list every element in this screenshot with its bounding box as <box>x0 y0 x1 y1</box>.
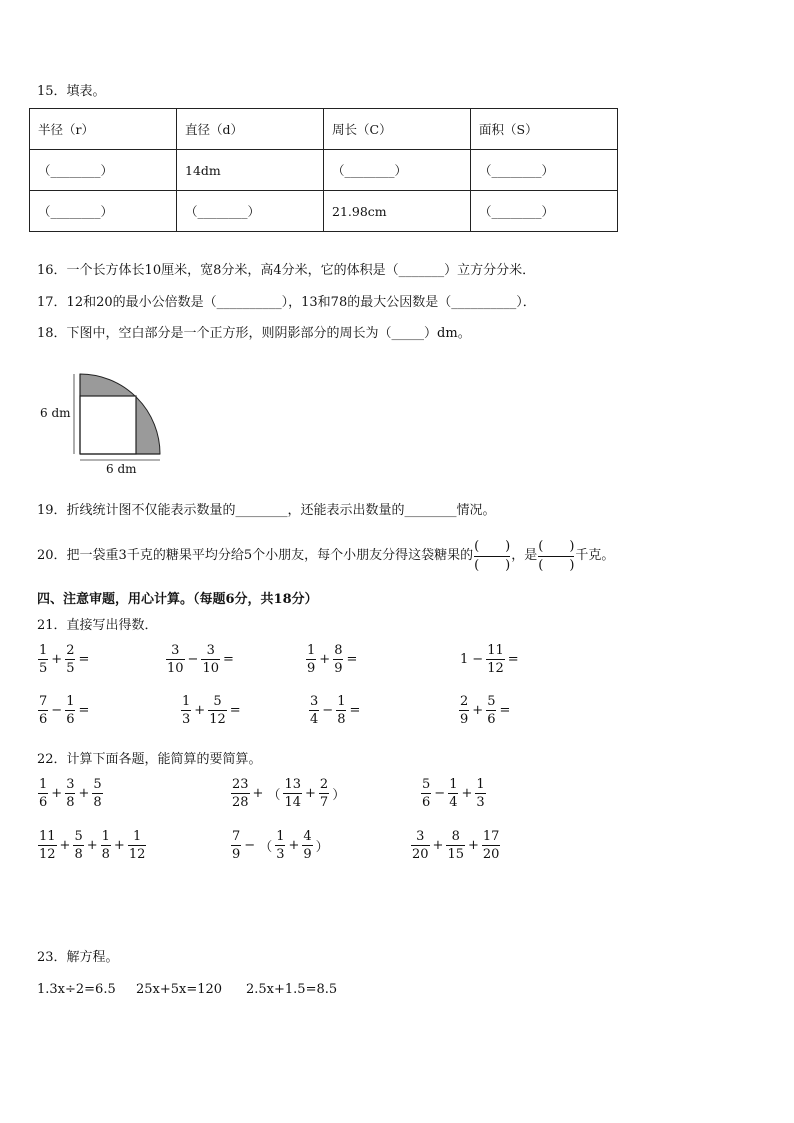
numerator: 8 <box>334 643 343 658</box>
denominator: 8 <box>74 847 83 862</box>
numerator: 3 <box>310 694 319 709</box>
plus-sign: + <box>468 838 479 853</box>
denominator: 6 <box>422 795 431 810</box>
table-row <box>30 191 618 232</box>
fraction <box>73 829 83 862</box>
fraction <box>486 694 496 727</box>
fraction <box>448 777 458 810</box>
denominator: 8 <box>93 795 102 810</box>
table-header: 周长（C） <box>324 109 471 150</box>
numerator: 11 <box>39 829 56 844</box>
q21-expr-4 <box>458 643 521 676</box>
plus-sign: + <box>432 838 444 853</box>
fraction <box>38 777 48 810</box>
minus-sign: − <box>51 703 63 718</box>
fraction <box>231 829 241 862</box>
denominator: 20 <box>482 847 500 862</box>
q21-expr-8 <box>458 694 512 727</box>
blank-square <box>80 396 136 454</box>
numerator: 1 <box>476 777 485 792</box>
q22-expr-5 <box>230 829 331 862</box>
equation: 1.3x÷2=6.5 <box>37 982 116 997</box>
blank-numerator: ( ) <box>474 538 511 554</box>
numerator: 5 <box>74 829 83 844</box>
denominator: 20 <box>412 847 429 862</box>
side-dimension-label: 6 dm <box>40 406 71 420</box>
q22-expr-2 <box>230 777 347 810</box>
q22-expr-6 <box>410 829 501 862</box>
equals-sign: = <box>346 652 358 667</box>
q15-title: 15．填表。 <box>37 84 106 99</box>
minus-sign: − <box>244 838 256 853</box>
numerator: 1 <box>66 694 75 709</box>
q16-text: 16．一个长方体长10厘米，宽8分米，高4分米，它的体积是（_______）立方分分米． <box>37 263 536 278</box>
denominator: 3 <box>182 712 191 727</box>
fraction <box>309 694 319 727</box>
numerator: 1 <box>39 777 48 792</box>
plus-sign: + <box>472 703 484 718</box>
equals-sign: = <box>223 652 234 667</box>
q21-expr-5 <box>37 694 91 727</box>
equals-sign: = <box>499 703 511 718</box>
q21-expr-6 <box>180 694 243 727</box>
denominator: 7 <box>319 795 329 810</box>
right-paren: ） <box>332 788 346 803</box>
numerator: 1 <box>307 643 316 658</box>
denominator: 10 <box>202 661 219 676</box>
q21-expr-1 <box>37 643 91 676</box>
denominator: 15 <box>447 847 464 862</box>
fraction <box>459 694 469 727</box>
fraction <box>166 643 185 676</box>
fraction <box>333 643 343 676</box>
plus-sign: + <box>51 652 63 667</box>
denominator: 8 <box>101 847 110 862</box>
numerator: 1 <box>182 694 191 709</box>
q20-text-3: 千克。 <box>575 548 615 563</box>
denominator: 9 <box>232 847 241 862</box>
denominator: 12 <box>487 661 504 676</box>
fraction <box>208 694 227 727</box>
denominator: 6 <box>487 712 496 727</box>
plus-sign: + <box>113 838 125 853</box>
denominator: 12 <box>39 847 56 862</box>
denominator: 6 <box>39 712 48 727</box>
denominator: 12 <box>128 847 146 862</box>
q21-expr-7 <box>308 694 362 727</box>
numerator: 3 <box>66 777 75 792</box>
fraction <box>421 777 431 810</box>
q17-text: 17．12和20的最小公倍数是（__________），13和78的最大公因数是（__________）． <box>37 295 536 310</box>
numerator: 5 <box>213 694 222 709</box>
plus-sign: + <box>194 703 206 718</box>
plus-sign: + <box>78 786 90 801</box>
plus-sign: + <box>86 838 98 853</box>
fraction <box>181 694 191 727</box>
q20-text-2: ，是 <box>511 548 538 563</box>
left-paren: （ <box>267 788 281 803</box>
minus-sign: − <box>322 703 334 718</box>
fraction <box>38 643 48 676</box>
denominator: 12 <box>209 712 226 727</box>
table-cell: 14dm <box>177 150 324 191</box>
table-cell[interactable]: （________） <box>471 150 618 191</box>
fraction <box>336 694 346 727</box>
numerator: 2 <box>460 694 469 709</box>
denominator: 4 <box>449 795 458 810</box>
table-cell[interactable]: （________） <box>324 150 471 191</box>
numerator: 8 <box>451 829 460 844</box>
fraction <box>486 643 505 676</box>
equals-sign: = <box>349 703 361 718</box>
blank-denominator: ( ) <box>474 557 511 573</box>
fraction <box>275 829 285 862</box>
fraction <box>475 777 485 810</box>
q21-expr-2 <box>165 643 236 676</box>
q21-title: 21．直接写出得数． <box>37 618 158 633</box>
fraction <box>38 829 57 862</box>
fraction <box>65 643 75 676</box>
denominator: 5 <box>39 661 48 676</box>
table-cell: 21.98cm <box>324 191 471 232</box>
table-header-row <box>30 109 618 150</box>
table-row <box>30 150 618 191</box>
plus-sign: + <box>252 786 264 801</box>
denominator: 9 <box>460 712 469 727</box>
numerator: 7 <box>232 829 241 844</box>
denominator: 28 <box>232 795 249 810</box>
plus-sign: + <box>319 652 331 667</box>
fraction <box>231 777 250 810</box>
blank-numerator: ( ) <box>538 538 575 554</box>
denominator: 9 <box>303 847 312 862</box>
table-cell[interactable]: （________） <box>30 191 177 232</box>
q20-line <box>37 536 614 577</box>
plus-sign: + <box>461 786 473 801</box>
q18-text: 18．下图中，空白部分是一个正方形，则阴影部分的周长为（_____）dm。 <box>37 326 471 341</box>
denominator: 10 <box>167 661 184 676</box>
table-header: 面积（S） <box>471 109 618 150</box>
fraction <box>128 829 147 862</box>
q19-text: 19．折线统计图不仅能表示数量的________，还能表示出数量的________情况。 <box>37 503 496 518</box>
fraction <box>446 829 465 862</box>
numerator: 5 <box>422 777 431 792</box>
minus-sign: − <box>434 786 446 801</box>
fraction <box>38 694 48 727</box>
equals-sign: = <box>78 703 90 718</box>
denominator: 9 <box>334 661 343 676</box>
numerator: 17 <box>482 829 500 844</box>
denominator: 3 <box>476 795 485 810</box>
numerator: 1 <box>101 829 110 844</box>
equals-sign: = <box>78 652 90 667</box>
fraction <box>411 829 430 862</box>
numerator: 1 <box>449 777 458 792</box>
plus-sign: + <box>288 838 300 853</box>
numerator: 3 <box>416 829 425 844</box>
table-header: 直径（d） <box>177 109 324 150</box>
numerator: 1 <box>337 694 346 709</box>
table-cell[interactable]: （________） <box>471 191 618 232</box>
fraction <box>101 829 111 862</box>
numerator: 4 <box>303 829 312 844</box>
minus-sign: − <box>472 652 484 667</box>
denominator: 9 <box>307 661 316 676</box>
blank-denominator: ( ) <box>538 557 575 573</box>
fraction <box>201 643 220 676</box>
fraction <box>482 829 501 862</box>
plus-sign: + <box>59 838 71 853</box>
q22-expr-3 <box>420 777 487 810</box>
denominator: 6 <box>66 712 75 727</box>
table-cell[interactable]: （________） <box>177 191 324 232</box>
section-4-heading: 四、注意审题，用心计算。（每题6分，共18分） <box>37 592 318 607</box>
table-cell[interactable]: （________） <box>30 150 177 191</box>
numerator: 7 <box>39 694 48 709</box>
fill-table <box>29 108 618 232</box>
denominator: 4 <box>310 712 319 727</box>
denominator: 14 <box>284 795 302 810</box>
fraction <box>65 777 75 810</box>
q23-title: 23．解方程。 <box>37 950 119 965</box>
denominator: 5 <box>66 661 75 676</box>
equation: 2.5x+1.5=8.5 <box>246 982 338 997</box>
figure-svg <box>38 368 168 476</box>
fraction <box>302 829 312 862</box>
whole-number: 1 <box>460 652 469 667</box>
q21-expr-3 <box>305 643 359 676</box>
left-paren: （ <box>259 840 273 855</box>
denominator: 8 <box>337 712 346 727</box>
square-quarter-circle-figure <box>38 368 168 476</box>
q22-expr-1 <box>37 777 104 810</box>
table-header: 半径（r） <box>30 109 177 150</box>
denominator: 3 <box>276 847 285 862</box>
numerator: 2 <box>319 777 329 792</box>
right-paren: ） <box>315 840 329 855</box>
bottom-dimension-label: 6 dm <box>106 462 137 476</box>
q20-fraction-blank-2[interactable] <box>538 538 574 575</box>
numerator: 1 <box>39 643 48 658</box>
numerator: 1 <box>132 829 142 844</box>
fraction <box>65 694 75 727</box>
numerator: 1 <box>276 829 285 844</box>
numerator: 5 <box>487 694 496 709</box>
q20-fraction-blank-1[interactable] <box>474 538 510 575</box>
equals-sign: = <box>507 652 519 667</box>
fraction <box>283 777 302 810</box>
numerator: 3 <box>206 643 215 658</box>
numerator: 5 <box>93 777 102 792</box>
fraction <box>319 777 329 810</box>
fraction <box>306 643 316 676</box>
denominator: 6 <box>39 795 48 810</box>
q20-text-1: 20．把一袋重3千克的糖果平均分给5个小朋友，每个小朋友分得这袋糖果的 <box>37 548 474 563</box>
equation: 25x+5x=120 <box>136 982 223 997</box>
fraction <box>92 777 102 810</box>
minus-sign: − <box>187 652 199 667</box>
q22-title: 22．计算下面各题，能简算的要简算。 <box>37 752 262 767</box>
equals-sign: = <box>229 703 241 718</box>
numerator: 11 <box>487 643 504 658</box>
numerator: 13 <box>284 777 302 792</box>
denominator: 8 <box>66 795 75 810</box>
plus-sign: + <box>305 786 316 801</box>
numerator: 3 <box>171 643 180 658</box>
q22-expr-4 <box>37 829 147 862</box>
plus-sign: + <box>51 786 63 801</box>
numerator: 23 <box>232 777 249 792</box>
numerator: 2 <box>66 643 75 658</box>
